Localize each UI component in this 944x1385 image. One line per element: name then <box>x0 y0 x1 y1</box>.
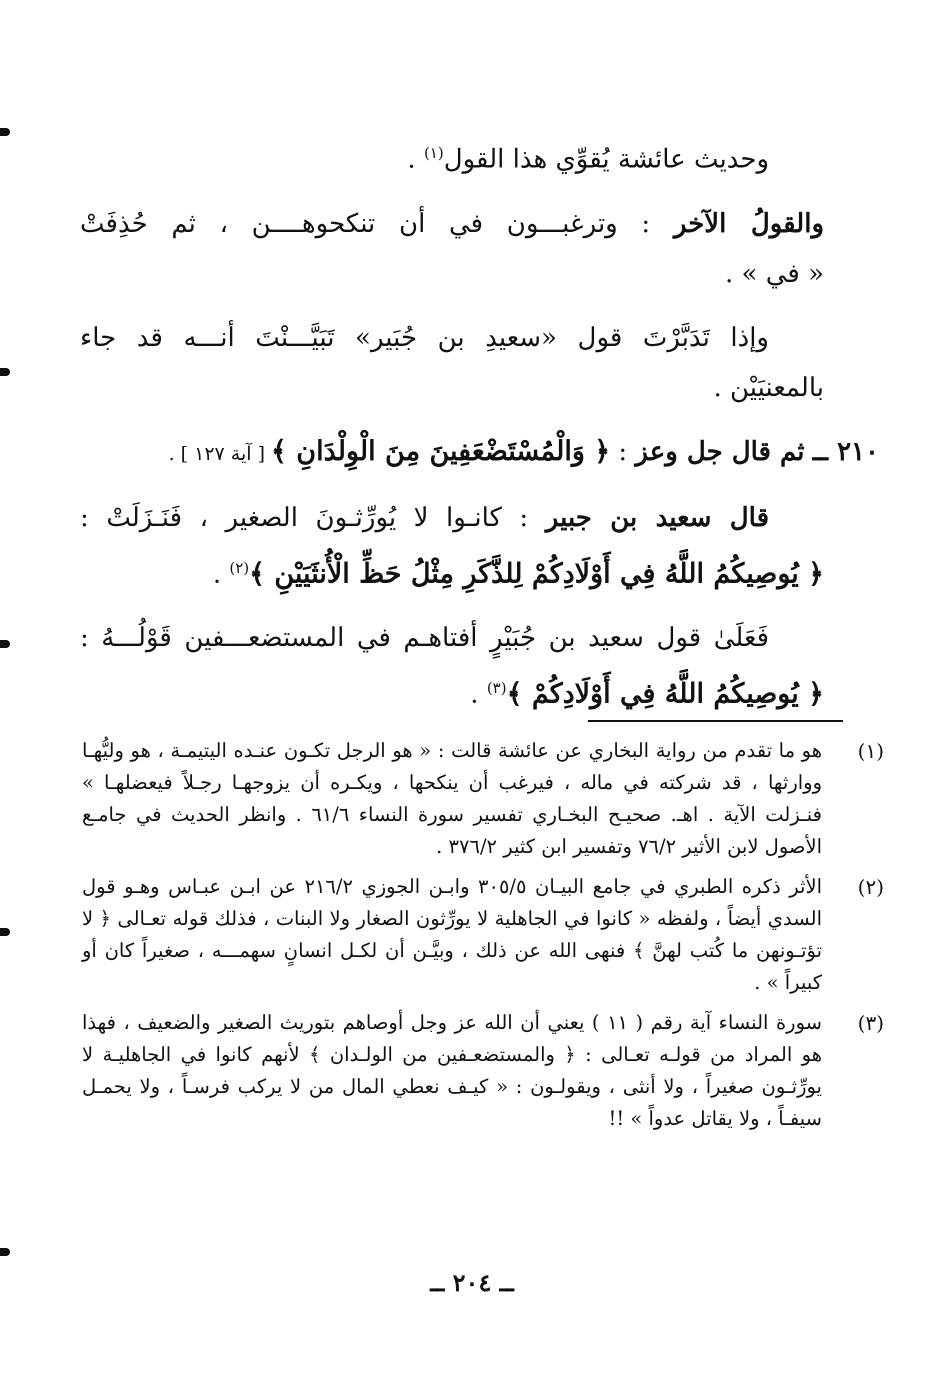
footnote-separator <box>588 720 843 722</box>
paragraph-line: ﴿ يُوصِيكُمُ اللَّهُ فِي أَوْلَادِكُمْ لِلذَّكَرِ مِثْلُ حَظِّ الْأُنثَيَيْنِ ﴾$^{(٢)}$ . <box>212 558 824 590</box>
quran-verse: ﴿ وَالْمُسْتَضْعَفِينَ مِنَ الْوِلْدَانِ ﴾ <box>271 435 611 467</box>
footnotes <box>82 735 884 1143</box>
paragraph-line: فَعَلَىٰ قول سعيد بن جُبَيْرٍ أفتاهـم في المستضعـــفين قَوْلُـــهُ : <box>80 623 769 654</box>
footnote-text: الأثر ذكره الطبري في جامع البيـان ٣٠٥/٥ وابـن الجوزي ٢١٦/٢ عن ابـن عبـاس وهـو قول السدي أيضاً ، ولفظه « كانوا في الجاهلية لا يورِّثون الصغار ولا البنات ، فذلك قوله تعـالى ﴿ لا تؤتـونهن ما كُتب لهنَّ ﴾ فنهى الله عن ذلك ، وبيَّـن أن لكـل انسانٍ سهمـــه ، صغيراً كان أو كبيراً » . <box>82 875 822 994</box>
quran-verse: ﴿ يُوصِيكُمُ اللَّهُ فِي أَوْلَادِكُمْ ﴾ <box>506 678 824 710</box>
footnote <box>82 735 884 863</box>
margin-mark <box>0 368 10 376</box>
ayah-reference: [ آية ١٢٧ ] . <box>168 442 272 465</box>
footnote-ref[interactable]: (١) <box>423 144 444 162</box>
footnote-text: سورة النساء آية رقم ( ١١ ) يعني أن الله عز وجل أوصاهم بتوريث الصغير والضعيف ، فهذا هو المراد من قولـه تعـالى : ﴿ والمستضعـفين من الولـدان ﴾ لأنهم كانوا في الجاهليـة لا يورِّثـون صغيراً ، ولا أنثى ، ويقولـون : « كيـف نعطي المال من لا يركب فرسـاً ، ولا يحمـل سيفـاً ، ولا يقاتل عدواً » !! <box>82 1011 822 1130</box>
page-number: ــ ٢٠٤ ــ <box>430 1268 514 1297</box>
paragraph-line: وإذا تَدَبَّرْتَ قول «سعيدِ بن جُبَير» تَبَيَّـــنْتَ أنـــه قد جاء <box>80 322 769 353</box>
section-heading: والقولُ الآخر <box>673 208 824 239</box>
paragraph-line: بالمعنيَيْن . <box>713 372 824 403</box>
quran-verse: ﴿ يُوصِيكُمُ اللَّهُ فِي أَوْلَادِكُمْ لِلذَّكَرِ مِثْلُ حَظِّ الْأُنثَيَيْنِ ﴾ <box>249 558 824 590</box>
footnote-ref[interactable]: (٣) <box>486 679 507 698</box>
footnote-text: هو ما تقدم من رواية البخاري عن عائشة قالت : « هو الرجل تكـون عنـده اليتيمـة ، هو وليُّهـا ووارثها ، قد شركته في ماله ، فيرغب أن ينكحها ، ويكـره أن يزوجهـا رجـلاً فيعضلهـا » فنـزلت الآية . اهـ. صحيـح البخـاري تفسير سورة النساء ٦١/٦ . وانظر الحديث في جامـع الأصول لابن الأثير ٧٦/٢ وتفسير ابن كثير ٣٧٦/٢ . <box>82 739 822 858</box>
paragraph-line: قال سعيد بن جبير : كانـوا لا يُورِّثـونَ الصغير ، فَنَـزَلَتْ : <box>80 502 769 533</box>
footnote-number: (٢) <box>857 875 884 899</box>
paragraph-line: والقولُ الآخر : وترغبـــون في أن تنكحوهــــن ، ثم حُذِفَتْ <box>80 208 824 239</box>
footnote-ref[interactable]: (٢) <box>229 558 250 577</box>
footnote-number: (٣) <box>857 1011 884 1035</box>
margin-mark <box>0 1248 10 1256</box>
margin-mark <box>0 640 10 648</box>
margin-mark <box>0 128 10 136</box>
footnote <box>82 1007 884 1135</box>
margin-mark <box>0 928 10 936</box>
paragraph-line: ﴿ يُوصِيكُمُ اللَّهُ فِي أَوْلَادِكُمْ ﴾$^{(٣)}$ . <box>470 678 824 710</box>
paragraph-line: وحديث عائشة يُقوِّي هذا القول$^{(١)}$ . <box>407 144 769 175</box>
footnote-number: (١) <box>857 739 884 763</box>
paragraph-line: « في » . <box>725 258 824 289</box>
main-text <box>80 128 879 720</box>
footnote <box>82 871 884 999</box>
verse-heading: ٢١٠ ــ ثم قال جل وعز : ﴿ وَالْمُسْتَضْعَفِينَ مِنَ الْوِلْدَانِ ﴾ [ آية ١٢٧ ] . <box>168 435 879 467</box>
